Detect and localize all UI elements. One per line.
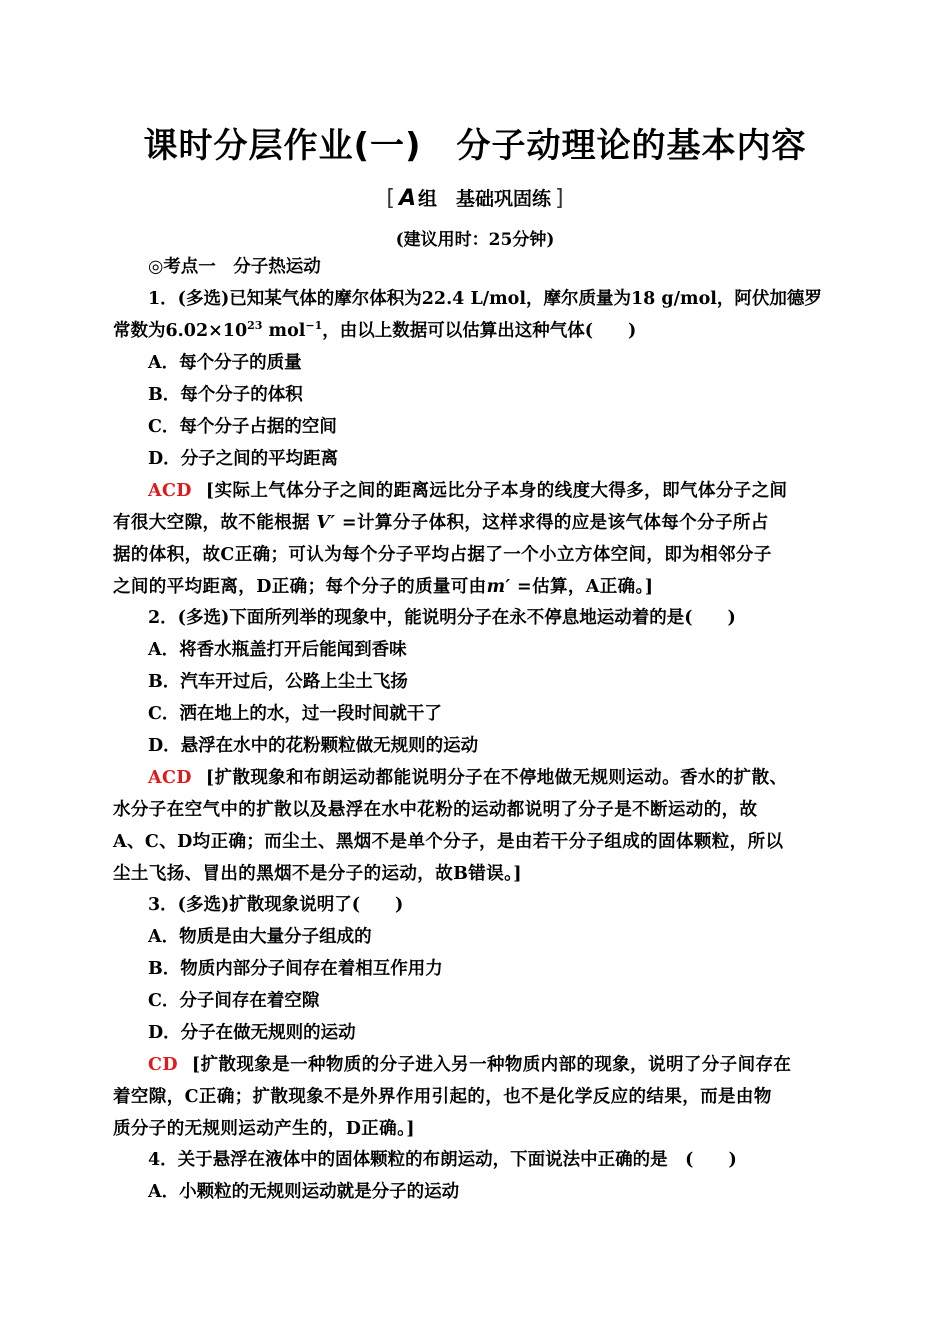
- q1-solution-line1: ACD [实际上气体分子之间的距离远比分子本身的线度大得多，即气体分子之间: [148, 481, 788, 501]
- page-title: 课时分层作业(一) 分子动理论的基本内容: [143, 126, 807, 166]
- q2-solution-line1: ACD [扩散现象和布朗运动都能说明分子在不停地做无规则运动。香水的扩散、: [148, 768, 788, 788]
- q3-solution-line3: 质分子的无规则运动产生的，D正确。]: [113, 1119, 415, 1139]
- q1-stem-line2: 常数为$6.02\times 10^{23}$ mol$^{-1}$，由以上数据可以估算出这种气体( ): [113, 319, 637, 341]
- q2-option-d: D．悬浮在水中的花粉颗粒做无规则的运动: [148, 736, 479, 756]
- q3-option-c: C．分子间存在着空隙: [148, 991, 320, 1011]
- q1-option-d: D．分子之间的平均距离: [148, 449, 339, 469]
- q2-solution-line3: A、C、D均正确；而尘土、黑烟不是单个分子，是由若干分子组成的固体颗粒，所以: [113, 832, 784, 852]
- q3-option-b: B．物质内部分子间存在着相互作用力: [148, 959, 443, 979]
- left-bracket-icon: [: [386, 186, 395, 211]
- q4-option-a: A．小颗粒的无规则运动就是分子的运动: [148, 1182, 460, 1202]
- q3-solution-line1: CD [扩散现象是一种物质的分子进入另一种物质内部的现象，说明了分子间存在: [148, 1055, 792, 1075]
- q3-answer: CD: [148, 1055, 178, 1075]
- group-heading: [0, 184, 950, 211]
- q2-option-a: A．将香水瓶盖打开后能闻到香味: [148, 640, 407, 660]
- q1-option-a: A．每个分子的质量: [148, 353, 302, 373]
- group-label: 组 基础巩固练: [418, 188, 552, 210]
- group-letter: A: [398, 186, 416, 211]
- q1-option-b: B．每个分子的体积: [148, 385, 303, 405]
- q2-answer: ACD: [148, 768, 192, 788]
- q2-option-c: C．洒在地上的水，过一段时间就干了: [148, 704, 442, 724]
- q1-option-c: C．每个分子占据的空间: [148, 417, 337, 437]
- q3-option-a: A．物质是由大量分子组成的: [148, 927, 372, 947]
- q3-option-d: D．分子在做无规则的运动: [148, 1023, 356, 1043]
- q1-stem-line1: 1．(多选)已知某气体的摩尔体积为22.4 L/mol，摩尔质量为18 g/mol，阿伏加德罗: [148, 289, 822, 309]
- q4-stem: 4．关于悬浮在液体中的固体颗粒的布朗运动，下面说法中正确的是 ( ): [148, 1150, 737, 1170]
- section-heading: ◎考点一 分子热运动: [148, 257, 321, 277]
- q3-stem: 3．(多选)扩散现象说明了( ): [148, 895, 404, 915]
- q2-stem: 2．(多选)下面所列举的现象中，能说明分子在永不停息地运动着的是( ): [148, 608, 736, 628]
- q1-solution-line4: 之间的平均距离，D正确；每个分子的质量可由m′ =估算，A正确。]: [113, 577, 654, 597]
- q2-solution-line4: 尘土飞扬、冒出的黑烟不是分子的运动，故B错误。]: [113, 864, 522, 884]
- right-bracket-icon: ]: [555, 186, 564, 211]
- q1-answer: ACD: [148, 481, 192, 501]
- q1-solution-line2: 有很大空隙，故不能根据 V′ =计算分子体积，这样求得的应是该气体每个分子所占: [113, 513, 769, 533]
- q2-solution-line2: 水分子在空气中的扩散以及悬浮在水中花粉的运动都说明了分子是不断运动的，故: [113, 800, 758, 820]
- q2-option-b: B．汽车开过后，公路上尘土飞扬: [148, 672, 408, 692]
- q3-solution-line2: 着空隙，C正确；扩散现象不是外界作用引起的，也不是化学反应的结果，而是由物: [113, 1087, 772, 1107]
- q1-solution-line3: 据的体积，故C正确；可认为每个分子平均占据了一个小立方体空间，即为相邻分子: [113, 545, 772, 565]
- time-note: (建议用时：25分钟): [395, 230, 555, 250]
